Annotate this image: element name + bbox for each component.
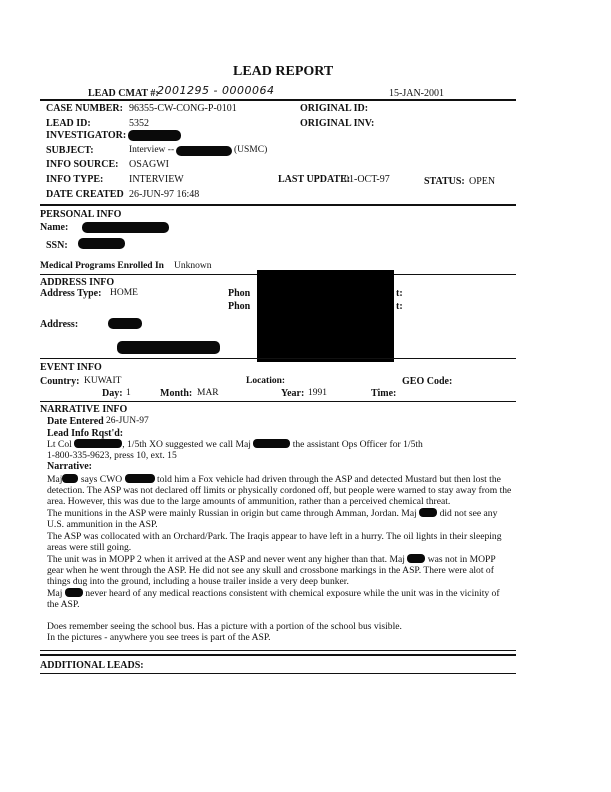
narrative-label: Narrative:: [47, 461, 92, 472]
lead-info-label: Lead Info Rqst'd:: [47, 428, 124, 439]
lead-id-label: LEAD ID:: [46, 118, 91, 129]
time-label: Time:: [371, 388, 397, 399]
info-type-label: INFO TYPE:: [46, 174, 104, 185]
additional-leads-label: ADDITIONAL LEADS:: [40, 660, 144, 671]
country-value: KUWAIT: [84, 376, 122, 386]
address-heading: ADDRESS INFO: [40, 277, 115, 288]
date-entered-label: Date Entered: [47, 416, 104, 427]
p1-a: Maj: [47, 474, 63, 485]
address-redaction-2: [117, 341, 220, 354]
lead-info-part1: Lt Col: [47, 439, 72, 450]
p2-a: The munitions in the ASP were mainly Russian in origin but came through Amman, Jordan. Maj: [47, 508, 417, 519]
subject-redaction: [176, 146, 232, 156]
p5-redaction: [65, 588, 83, 597]
p5-a: Maj: [47, 588, 63, 599]
ssn-label: SSN:: [46, 240, 68, 251]
narrative-paragraph-4: [47, 554, 513, 587]
year-value: 1991: [308, 388, 327, 398]
month-value: MAR: [197, 388, 219, 398]
narrative-paragraph-1: [47, 474, 513, 507]
day-label: Day:: [102, 388, 123, 399]
last-update-label: LAST UPDATE:: [278, 174, 351, 185]
info-source-label: INFO SOURCE:: [46, 159, 119, 170]
medical-value: Unknown: [174, 261, 212, 271]
report-date: 15-JAN-2001: [389, 88, 444, 99]
divider-bottom-2: [40, 654, 516, 656]
lead-info-part2: , 1/5th XO suggested we call Maj: [122, 439, 251, 450]
address-label: Address:: [40, 319, 79, 330]
ssn-redaction: [78, 238, 125, 249]
p1-redaction-1: [62, 474, 78, 483]
lead-info-line: [47, 439, 513, 450]
lead-info-phone: 1-800-335-9623, press 10, ext. 15: [47, 450, 177, 461]
subject-prefix: Interview --: [129, 145, 175, 155]
case-number-label: CASE NUMBER:: [46, 103, 123, 114]
narrative-paragraph-2: [47, 508, 513, 530]
phone1-colon: t:: [396, 288, 403, 299]
p2-redaction: [419, 508, 437, 517]
lead-info-redaction-1: [74, 439, 122, 448]
narrative-paragraph-3: The ASP was collocated with an Orchard/Park. The Iraqis appear to have left in a hurry. The oil lights in their sleeping areas were still going.: [47, 531, 502, 554]
lead-id: 5352: [129, 118, 149, 129]
p1-redaction-2: [125, 474, 155, 483]
divider-top: [40, 99, 516, 101]
p5-b: never heard of any medical reactions consistent with chemical exposure while the unit was in the vicinity of the ASP.: [47, 588, 500, 611]
p1-c: told him a Fox vehicle had driven through the ASP and detected Mustard but then lost the detection. The ASP was not declared off limits or physically cordoned off, but people were warned to stay away from the area. However, this was due to the large amounts of ammunition, rather than a perceived chemical threat.: [47, 474, 512, 508]
investigator-redaction: [128, 130, 181, 141]
original-inv-label: ORIGINAL INV:: [300, 118, 375, 129]
divider-additional: [40, 673, 516, 674]
status-value: OPEN: [469, 176, 496, 187]
subject-label: SUBJECT:: [46, 145, 94, 156]
event-heading: EVENT INFO: [40, 362, 102, 373]
address-type-label: Address Type:: [40, 288, 102, 299]
phone1-label: Phon: [228, 288, 251, 299]
subject-suffix: (USMC): [234, 145, 268, 155]
divider-event: [40, 401, 516, 402]
name-label: Name:: [40, 222, 69, 233]
date-created: 26-JUN-97 16:48: [129, 189, 200, 200]
p4-a: The unit was in MOPP 2 when it arrived at the ASP and never went any higher than that. Maj: [47, 554, 405, 565]
info-type: INTERVIEW: [129, 174, 184, 185]
medical-label: Medical Programs Enrolled In: [40, 261, 164, 271]
p1-b: says CWO: [80, 474, 123, 485]
lead-info-redaction-2: [253, 439, 290, 448]
name-redaction: [82, 222, 169, 233]
narrative-heading: NARRATIVE INFO: [40, 404, 128, 415]
p4-b: was not in MOPP gear when he went through the ASP. He did not see any skull and crossbone markings in the ASP. There were alot of things dug into the ground, including a house trailer inside a very deep bunker.: [47, 554, 496, 588]
lead-cmat-label: LEAD CMAT #:: [88, 88, 159, 99]
date-created-label: DATE CREATED: [46, 189, 124, 200]
lead-info-part3: the assistant Ops Officer for 1/5th: [292, 439, 423, 450]
narrative-paragraph-5: [47, 588, 513, 610]
day-value: 1: [126, 388, 131, 398]
month-label: Month:: [160, 388, 193, 399]
year-label: Year:: [281, 388, 305, 399]
investigator-label: INVESTIGATOR:: [46, 130, 127, 141]
phone2-colon: t:: [396, 301, 403, 312]
narrative-paragraph-6: Does remember seeing the school bus. Has a picture with a portion of the school bus visible.: [47, 621, 402, 632]
divider-bottom-1: [40, 650, 516, 651]
p4-redaction: [407, 554, 425, 563]
report-title: LEAD REPORT: [233, 64, 334, 79]
lead-cmat-handwritten: 2001295 - 0000064: [157, 84, 275, 97]
divider-address: [40, 358, 516, 359]
date-entered-value: 26-JUN-97: [106, 416, 149, 426]
status-label: STATUS:: [424, 176, 465, 187]
phone-redaction-box: [257, 270, 394, 362]
original-id-label: ORIGINAL ID:: [300, 103, 369, 114]
geo-code-label: GEO Code:: [402, 376, 453, 387]
info-source: OSAGWI: [129, 159, 169, 170]
phone2-label: Phon: [228, 301, 251, 312]
location-label: Location:: [246, 376, 286, 386]
p2-b: did not see any U.S. ammunition in the ASP.: [47, 508, 498, 531]
narrative-paragraph-7: In the pictures - anywhere you see trees is part of the ASP.: [47, 632, 271, 643]
address-type-value: HOME: [110, 288, 138, 298]
address-redaction-1: [108, 318, 142, 329]
divider-header: [40, 204, 516, 206]
personal-heading: PERSONAL INFO: [40, 209, 122, 220]
country-label: Country:: [40, 376, 80, 387]
last-update: 01-OCT-97: [344, 174, 390, 185]
case-number: 96355-CW-CONG-P-0101: [129, 103, 237, 114]
